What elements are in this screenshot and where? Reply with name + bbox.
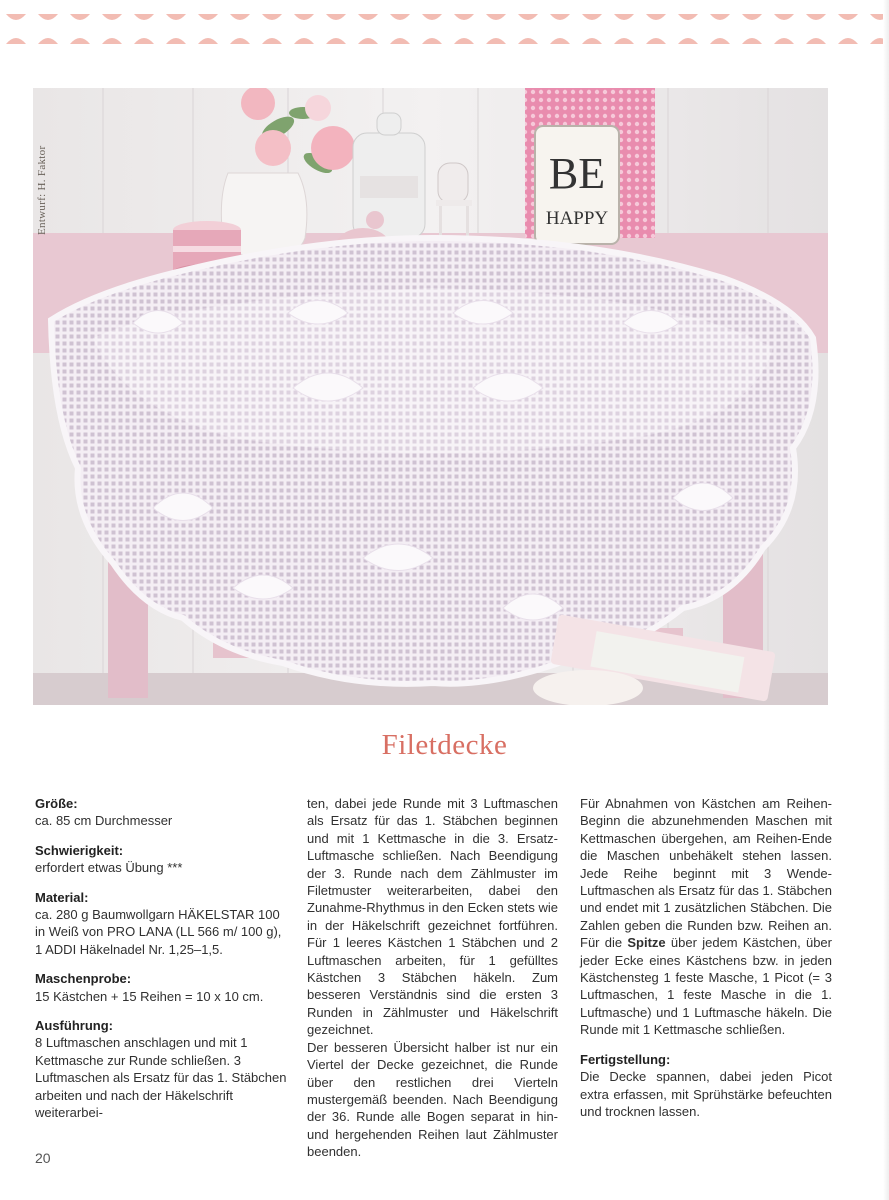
page-edge-shadow (883, 0, 889, 1200)
execution-text-continued: ten, dabei jede Runde mit 3 Luftmaschen als Ersatz für das 1. Stäbchen beginnen und mit 1 Kettmasche in die 3. Ersatz-Luftmasche schließen. Nach Beendigung der 3. Runde nach dem Zählmuster im Filetmuster weiterarbeiten, dabei den Zunahme-Rhythmus in den Ecken stets wie in der Häkelschrift gezeichnet fortführen. Für 1 leeres Kästchen 1 Stäbchen und 2 Luftmaschen arbeiten, für 1 gefülltes Kästchen 3 Stäbchen häkeln. Zum besseren Verständnis sind die ersten 3 Runden in Zählmuster und Häkelschrift gezeichnet. (307, 796, 558, 1038)
doily-photo (33, 88, 828, 705)
edging-text: über jedem Kästchen, über jeder Ecke eines Kästchens bzw. in jeden Kästchensteg 1 feste Masche, 1 Picot (= 3 Luftmaschen, 1 feste Masche in die 1. Luftmasche) und 1 Luftmasche häkeln. Die Runde mit 1 Kettmasche schließen. (580, 935, 832, 1038)
overview-note: Der besseren Übersicht halber ist nur ein Viertel der Decke gezeichnet, die Runde über den restlichen drei Vierteln mustergemäß beenden. Nach Beendigung der 36. Runde alle Bogen separat in hin- und hergehenden Reihen laut Zählmuster beenden. (307, 1039, 558, 1160)
execution-text: 8 Luftmaschen anschlagen und mit 1 Kettmasche zur Runde schließen. 3 Luftmaschen als Ersatz für das 1. Stäbchen arbeiten und nach der Häkelschrift weiterarbei- (35, 1035, 287, 1121)
decorative-top-border (0, 0, 889, 56)
material-text: ca. 280 g Baumwollgarn HÄKELSTAR 100 in Weiß von PRO LANA (LL 566 m/ 100 g), 1 ADDI Häkelnadel Nr. 1,25–1,5. (35, 907, 282, 957)
difficulty-text: erfordert etwas Übung *** (35, 860, 183, 876)
sign-text-happy: HAPPY (545, 208, 609, 229)
decrease-text: Für Abnahmen von Kästchen am Reihen-Beginn die abzunehmenden Maschen mit Kettmaschen übergehen, am Reihen-Ende die Maschen unbehäkelt stehen lassen. Jede Reihe beginnt mit 3 Wende-Luftmaschen als Ersatz für das 1. Stäbchen und endet mit 1 zusätzlichen Stäbchen. Die Zahlen geben die Runden bzw. Reihen an. Für die (580, 796, 832, 951)
material-heading: Material: (35, 889, 89, 905)
size-section (35, 795, 290, 830)
material-section (35, 889, 290, 959)
sign-text-be: BE (548, 149, 606, 198)
size-heading: Größe: (35, 796, 78, 811)
instructions-column-2 (307, 795, 558, 1161)
gauge-text: 15 Kästchen + 15 Reihen = 10 x 10 cm. (35, 988, 264, 1004)
page-number: 20 (35, 1150, 51, 1166)
gauge-section (35, 970, 290, 1005)
finishing-heading: Fertigstellung: (580, 1051, 671, 1067)
page-title: Filetdecke (381, 729, 508, 761)
difficulty-section (35, 842, 290, 877)
execution-section (35, 1017, 290, 1121)
difficulty-heading: Schwierigkeit: (35, 842, 124, 858)
size-text: ca. 85 cm Durchmesser (35, 813, 173, 829)
gauge-heading: Maschenprobe: (35, 971, 132, 987)
decrease-and-edging-text (580, 795, 832, 1039)
edging-keyword: Spitze (627, 935, 666, 951)
photo-credit: Entwurf: H. Faktor (36, 145, 48, 235)
execution-heading: Ausführung: (35, 1018, 113, 1034)
instructions-column-3 (580, 795, 832, 1120)
finishing-text: Die Decke spannen, dabei jeden Picot extra erfassen, mit Sprühstärke befeuchten und trocknen lassen. (580, 1069, 832, 1119)
instructions-column-1 (35, 795, 290, 1134)
